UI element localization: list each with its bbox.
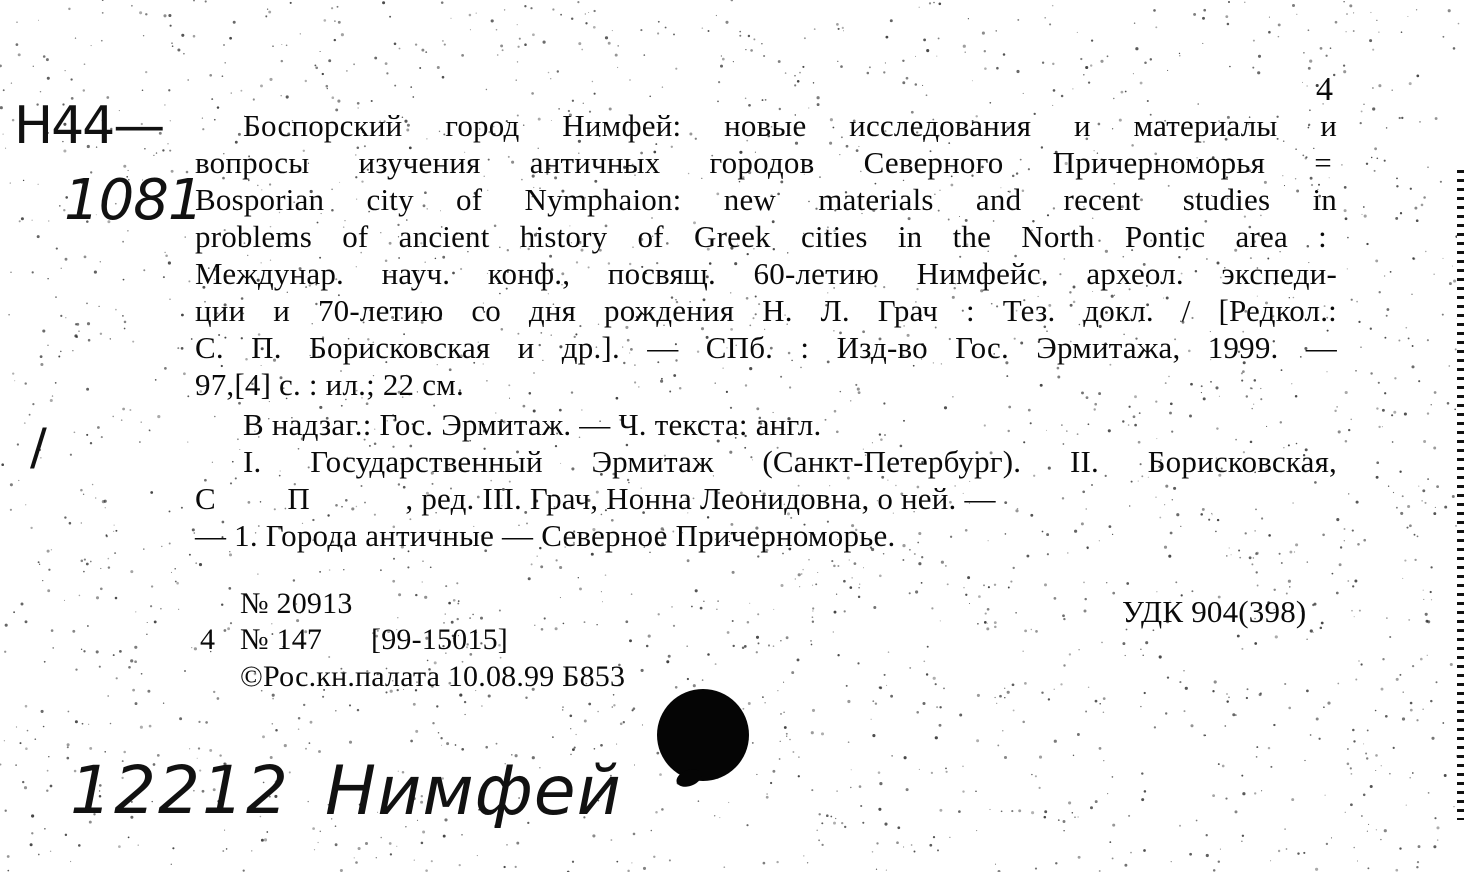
- record-number: № 147: [240, 623, 323, 656]
- record-code: [99-15015]: [371, 623, 508, 656]
- margin-slash: /: [30, 418, 47, 476]
- handwritten-word: Нимфей: [325, 752, 622, 831]
- added-entry-2: С П , ред. III. Грач, Нонна Леонидовна, о ней. —: [195, 481, 996, 516]
- body-line-4: problems of ancient history of Greek cities in the North Pontic area :: [195, 219, 1327, 254]
- handwritten-number: 12212: [70, 752, 290, 829]
- right-edge-marks: [1457, 170, 1464, 820]
- added-entry-3: — 1. Города античные — Северное Причерноморье.: [195, 518, 896, 553]
- added-entry-1: I. Государственный Эрмитаж (Санкт-Петербург). II. Борисковская,: [243, 444, 1337, 479]
- body-line-8: 97,[4] с. : ил.; 22 см.: [195, 367, 464, 402]
- body-line-2: вопросы изучения античных городов Северного Причерноморья =: [195, 145, 1332, 180]
- punch-hole: [657, 689, 749, 781]
- body-line-5: Междунар. науч. конф., посвящ. 60-летию Нимфейс. археол. экспеди-: [195, 256, 1337, 291]
- shelfmark-line2: 1081: [64, 168, 203, 233]
- body-line-6: ции и 70-летию со дня рождения Н. Л. Грач : Тез. докл. / [Редкол.:: [195, 293, 1337, 328]
- body-line-7: С. П. Борисковская и др.]. — СПб. : Изд-во Гос. Эрмитажа, 1999. —: [195, 330, 1337, 365]
- body-line-3: Bosporian city of Nymphaion: new materials and recent studies in: [195, 182, 1337, 217]
- shelfmark-line1: Н44—: [14, 96, 164, 156]
- corner-number: 4: [1316, 71, 1334, 108]
- accession-number: № 20913: [240, 587, 353, 620]
- body-line-1: Боспорский город Нимфей: новые исследования и материалы и: [243, 108, 1337, 143]
- note-line: В надзаг.: Гос. Эрмитаж. — Ч. текста: англ.: [243, 407, 822, 442]
- chamber-line: ©Рос.кн.палата 10.08.99 Б853: [240, 660, 626, 693]
- udc-code: УДК 904(398): [1122, 594, 1307, 629]
- copies-count: 4: [200, 623, 216, 656]
